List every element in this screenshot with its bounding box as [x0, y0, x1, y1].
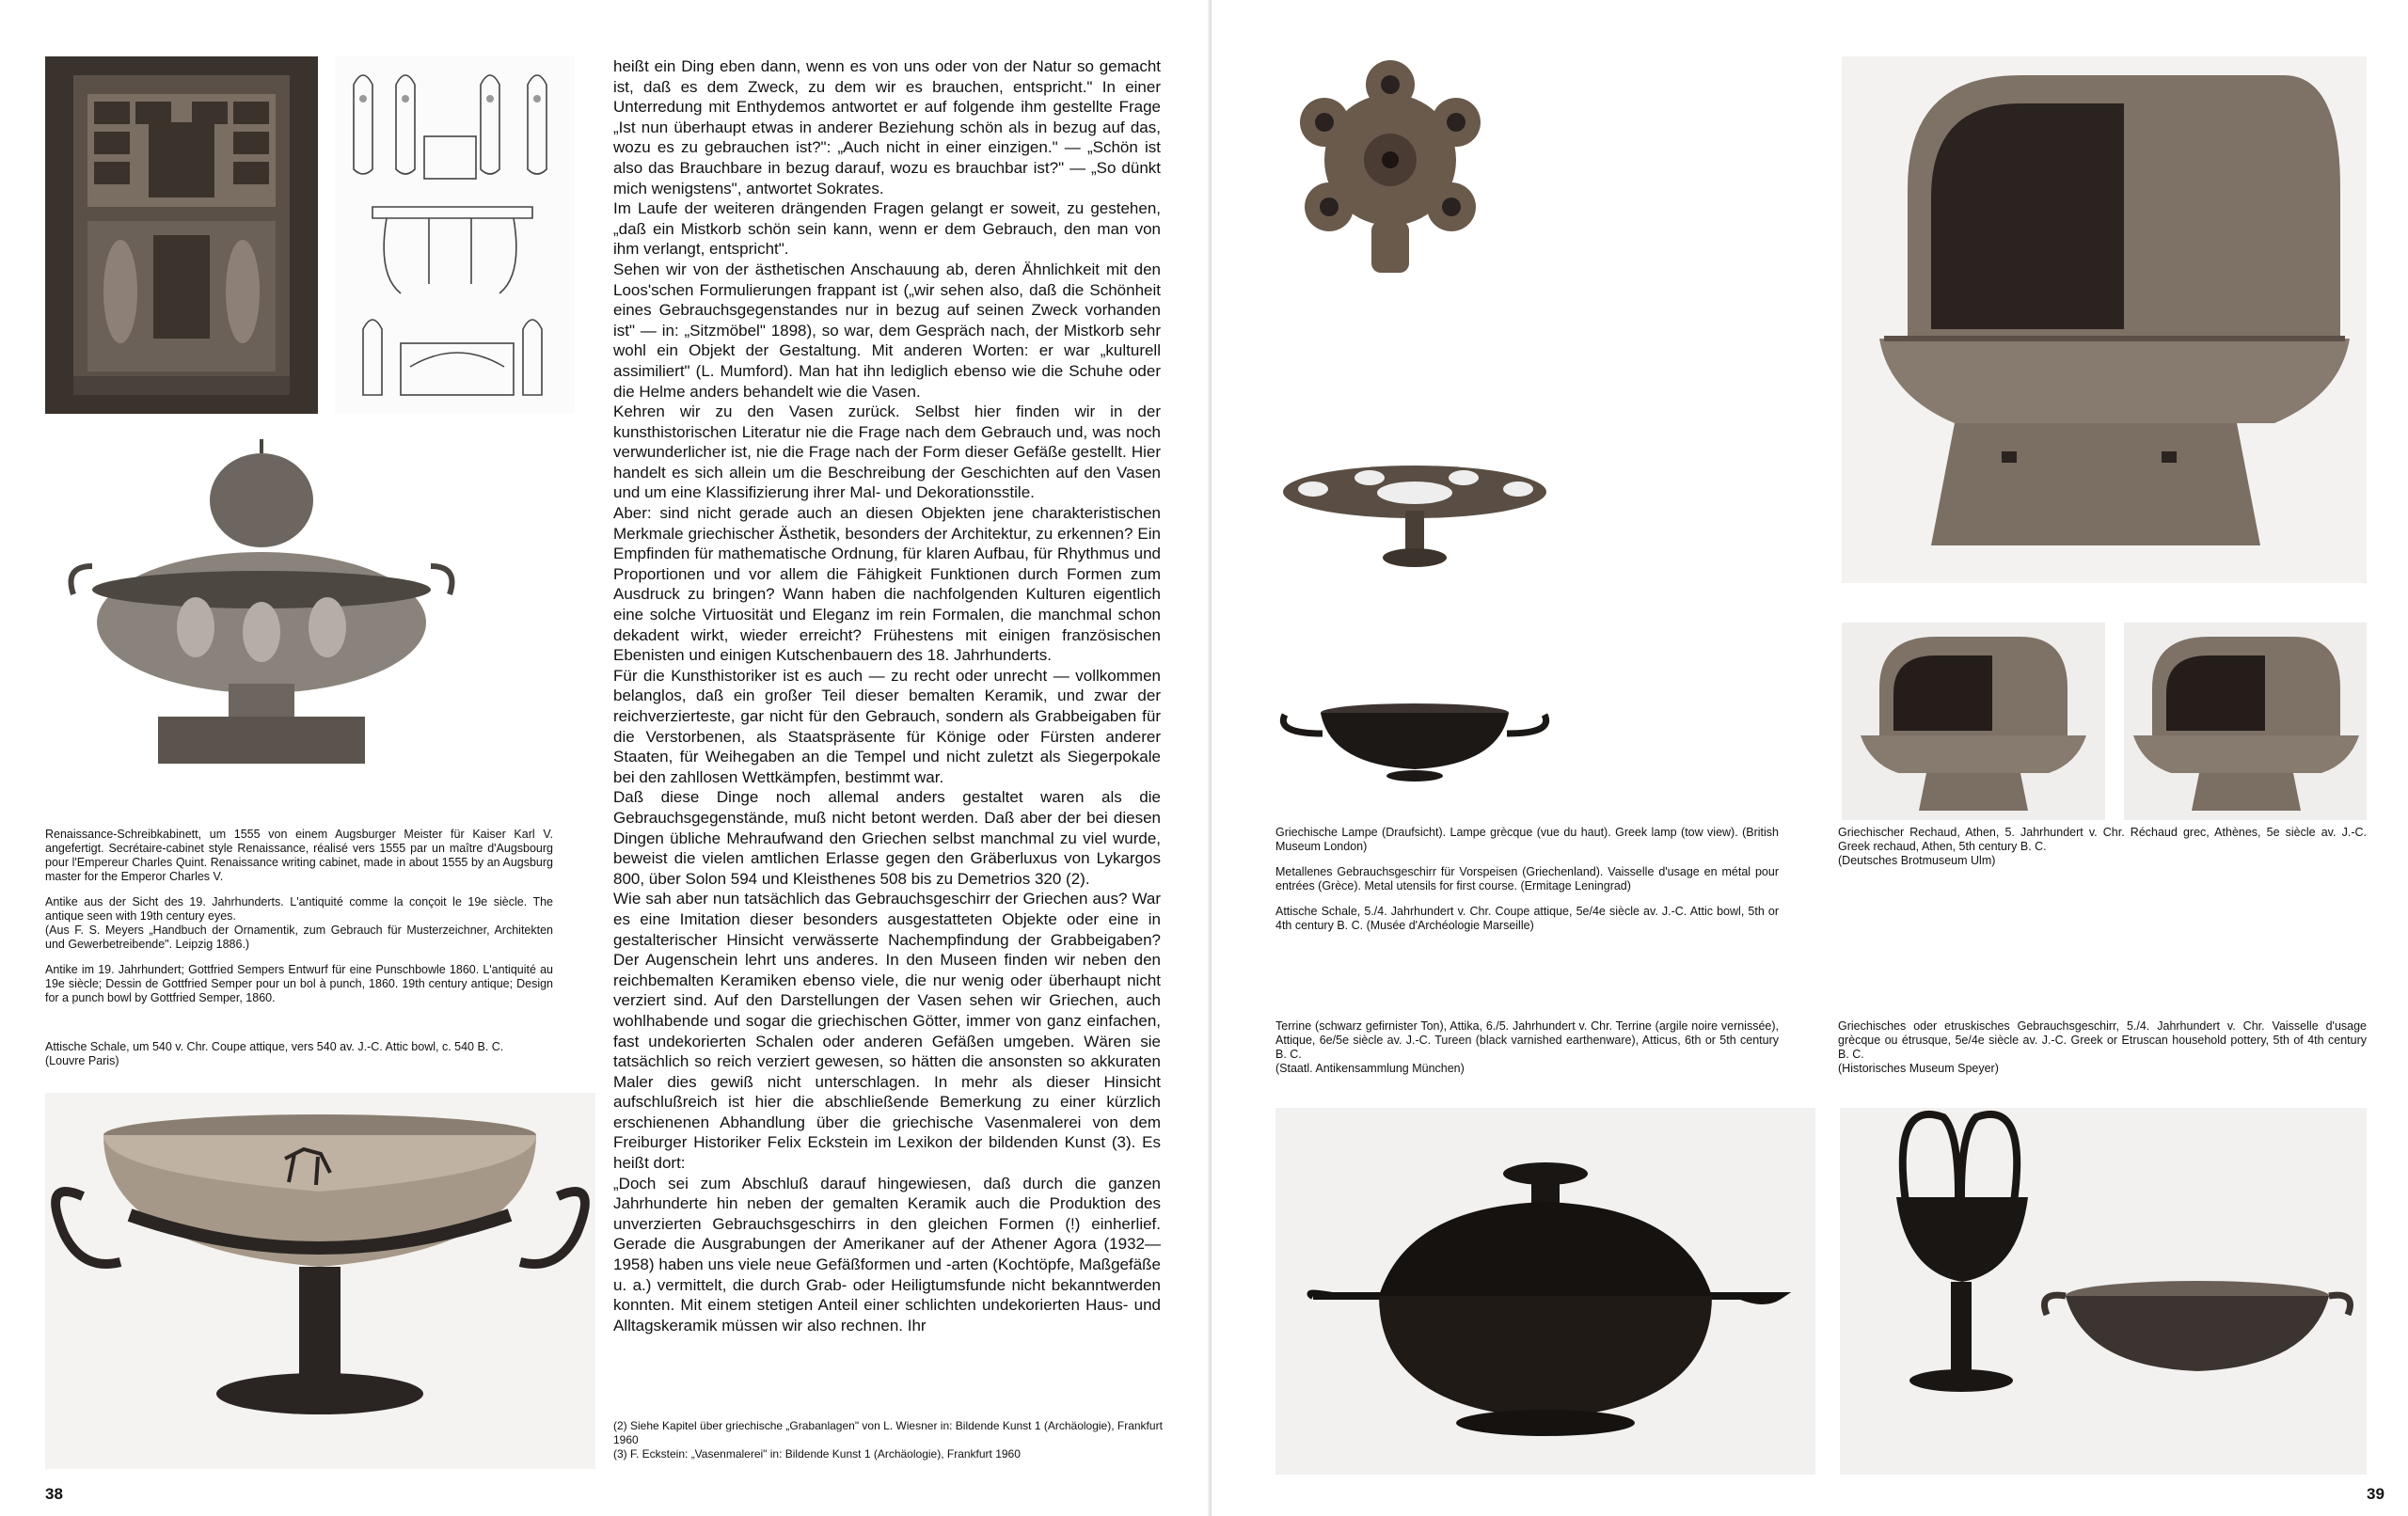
- rechaud-captions: [1838, 826, 2367, 868]
- main-article-text: [613, 56, 1161, 1335]
- footnote-3: (3) F. Eckstein: „Vasenmalerei" in: Bildende Kunst 1 (Archäologie), Frankfurt 1960: [613, 1447, 1021, 1461]
- body-paragraph: Für die Kunsthistoriker ist es auch — zu recht oder unrecht — vollkommen belanglos, daß ein großer Teil dieser bemalten Keramik, und zwar der reichverzierteste, gar nicht für den Gebrauch, sondern als Grabbeigaben für die Verstorbenen, als Staatspräsente für Könige oder Fürsten anderer Staaten, für Weihegaben an die Tempel und nicht zuletzt als Siegerpokale bei den zahllosen Wettkämpfen, bestimmt war.: [613, 666, 1161, 786]
- greek-lamp-photo: [1277, 56, 1503, 292]
- caption-semper: Antike im 19. Jahrhundert; Gottfried Sempers Entwurf für eine Punschbowle 1860. L'antiquité au 19e siècle; Dessin de Gottfried Semper pour un bol à punch, 1860. 19th century antique; Design for a punch bowl by Gottfried Semper, 1860.: [45, 963, 553, 1004]
- page-number-left: 38: [45, 1485, 63, 1503]
- body-paragraph: Im Laufe der weiteren drängenden Fragen gelangt er soweit, zu gestehen, „daß ein Mistkorb schön sein kann, wenn er dem Gebrauch, den man von ihm verlangt, entspricht".: [613, 199, 1161, 259]
- attic-bowl-photo: [45, 1093, 595, 1469]
- terrine-captions: [1275, 1019, 1779, 1076]
- greek-rechaud-small-photo-2: [2124, 623, 2367, 820]
- body-paragraph: Kehren wir zu den Vasen zurück. Selbst hier finden wir in der kunsthistorischen Literatur nie die Frage nach dem Gebrauch und, was noch verwunderlicher ist, nie die Frage nach der Form dieser Gefäße gestellt. Hier handelt es sich allein um die Beschreibung der Geschichten auf den Vasen und um eine Klassifizierung ihrer Mal- und Dekorationsstile.: [613, 403, 1161, 502]
- caption-louvre: (Louvre Paris): [45, 1054, 119, 1067]
- cabinet-captions: [45, 828, 553, 1005]
- attic-bowl-small-photo: [1275, 677, 1554, 809]
- greek-rechaud-large-photo: [1842, 56, 2367, 583]
- caption-rechaud: Griechischer Rechaud, Athen, 5. Jahrhundert v. Chr. Réchaud grec, Athènes, 5e siècle av. J.-C. Greek rechaud, Athen, 5th century B. C.: [1838, 826, 2367, 853]
- antique-ornament-drawing: [335, 56, 575, 414]
- metal-utensil-photo: [1275, 421, 1554, 609]
- caption-household-pottery: Griechisches oder etruskisches Gebrauchsgeschirr, 5./4. Jahrhundert v. Chr. Vaisselle d'usage grècque ou étrusque, 5e/4e siècle av. J.-C. Greek or Etruscan household pottery, 5th of 4th century B. C.: [1838, 1019, 2367, 1061]
- body-paragraph: Sehen wir von der ästhetischen Anschauung ab, deren Ähnlichkeit mit den Loos'schen Formulierungen frappant ist („wir sehen also, daß die Schönheit eines Gebrauchsgegenstandes nur in bezug auf seinen Zweck vorhanden ist" — in: „Sitzmöbel" 1898), so war, dem Gespräch nach, der Mistkorb sehr wohl ein Objekt der Gestaltung. Mit anderen Worten: er war „kulturell assimiliert" (L. Mumford). Man hat ihn lediglich ebenso wie die Schuhe oder die Helme anders behandelt wie die Vasen.: [613, 260, 1161, 401]
- caption-metal-utensils: Metallenes Gebrauchsgeschirr für Vorspeisen (Griechenland). Vaisselle d'usage en métal pour entrées (Grèce). Metal utensils for first course. (Ermitage Leningrad): [1275, 865, 1779, 892]
- caption-historisches-museum: (Historisches Museum Speyer): [1838, 1062, 1999, 1075]
- caption-terrine: Terrine (schwarz gefirnister Ton), Attika, 6./5. Jahrhundert v. Chr. Terrine (argile noire vernissée), Attique, 6e/5e siècle av. J.-C. Tureen (black varnished earthenware), Atticus, 6th or 5th century B. C.: [1275, 1019, 1779, 1061]
- right-page: [1212, 0, 2408, 1516]
- body-paragraph: heißt ein Ding eben dann, wenn es von uns oder von der Natur so gemacht ist, daß es dem Zweck, zu dem wir es brauchen, entspricht." In einer Unterredung mit Enthydemos antwortet er auf folgende ihm gestellte Frage „Ist nun überhaupt etwas in anderer Beziehung schön als in bezug auf das, wozu es zu gebrauchen ist?": „Auch nicht in einer einzigen." — „Schön ist also das Brauchbare in bezug darauf, wozu es brauchbar ist?" — „So dünkt mich wenigstens", antwortet Sokrates.: [613, 57, 1161, 197]
- greek-rechaud-small-photo-1: [1842, 623, 2105, 820]
- caption-antikensammlung: (Staatl. Antikensammlung München): [1275, 1062, 1465, 1075]
- caption-greek-lamp: Griechische Lampe (Draufsicht). Lampe grècque (vue du haut). Greek lamp (tow view). (British Museum London): [1275, 826, 1779, 853]
- caption-brotmuseum: (Deutsches Brotmuseum Ulm): [1838, 854, 1996, 867]
- attic-bowl-caption: [45, 1040, 572, 1068]
- semper-punch-bowl-engraving: [45, 434, 506, 781]
- caption-antique-19th: Antike aus der Sicht des 19. Jahrhunderts. L'antiquité comme la conçoit le 19e siècle. The antique seen with 19th century eyes.: [45, 895, 553, 923]
- caption-meyers-source: (Aus F. S. Meyers „Handbuch der Ornamentik, zum Gebrauch für Musterzeichner, Architekten und Gewerbetreibende". Leipzig 1886.): [45, 924, 553, 951]
- caption-cabinet: Renaissance-Schreibkabinett, um 1555 von einem Augsburger Meister für Kaiser Karl V. angefertigt. Secrétaire-cabinet style Renaissance, réalisé vers 1555 par un maître d'Augsbourg pour l'Empereur Charles Quint. Renaissance writing cabinet, made in about 1555 by an Augsburg master for the Emperor Charles V.: [45, 828, 553, 883]
- page-number-right: 39: [2367, 1485, 2384, 1503]
- tureen-photo: [1275, 1108, 1815, 1475]
- caption-attic-bowl: Attische Schale, um 540 v. Chr. Coupe attique, vers 540 av. J.-C. Attic bowl, c. 540 B. C.: [45, 1040, 504, 1053]
- renaissance-cabinet-photo: [45, 56, 318, 414]
- footnotes: [613, 1419, 1178, 1461]
- caption-attic-bowl-5th: Attische Schale, 5./4. Jahrhundert v. Chr. Coupe attique, 5e/4e siècle av. J.-C. Attic bowl, 5th or 4th century B. C. (Musée d'Archéologie Marseille): [1275, 905, 1779, 932]
- household-pottery-photo: [1840, 1108, 2367, 1475]
- lamp-captions: [1275, 826, 1779, 933]
- household-captions: [1838, 1019, 2367, 1076]
- body-paragraph: Wie sah aber nun tatsächlich das Gebrauchsgeschirr der Griechen aus? War es eine Imitation dieser besonders ausgestatteten Objekte oder eine in gestalterischer Hinsicht verwässerte Nachempfindung der Grabbeigaben? Der Augenschein lehrt uns anderes. In den Museen finden wir neben den reichbemalten Keramiken ebenso viele, die nur wenig oder überhaupt nicht verziert sind. Auf den Darstellungen der Vasen sehen wir Griechen, auch wohlhabende und sogar die griechischen Götter, immer von ganz einfachen, fast undekorierten Schalen oder anderen Gefäßen umgeben. Wären sie tatsächlich so reich verziert gewesen, so hätten die ansonsten so akkuraten Maler dies gewiß nicht unterschlagen. In mehr als dieser Hinsicht aufschlußreich ist hier die abschließende Bemerkung zu einer kürzlich erschienenen Abhandlung über die griechische Vasenmalerei von dem Freiburger Historiker Felix Eckstein im Lexikon der bildenden Kunst (3). Es heißt dort:: [613, 890, 1161, 1173]
- body-paragraph: Aber: sind nicht gerade auch an diesen Objekten jene charakteristischen Merkmale griechischer Ästhetik, besonders der Architektur, zu erkennen? Ein Empfinden für mathematische Ordnung, für klaren Aufbau, für Rhythmus und Proportionen und vor allem die Fähigkeit Funktionen durch Formen zum Ausdruck zu bringen? Wann haben die nachfolgenden Kulturen eigentlich eine solche Virtuosität und Eleganz im rein Formalen, die manchmal schon dekadent wirkt, wieder erreicht? Frühestens mit einigen französischen Ebenisten und einigen Kutschenbauern des 18. Jahrhunderts.: [613, 504, 1161, 665]
- body-paragraph: Daß diese Dinge noch allemal anders gestaltet waren als die Gebrauchsgegenstände, muß nicht betont werden. Daß aber der bei diesen Dingen übliche Mehraufwand den Griechen selbst manchmal zu viel wurde, beweist die vielen amtlichen Erlasse gegen den Gräberluxus von Lykargos 800, über Solon 594 und Kleisthenes 508 bis zu Demetrios 320 (2).: [613, 788, 1161, 888]
- body-paragraph: „Doch sei zum Abschluß darauf hingewiesen, daß durch die ganzen Jahrhunderte hin neben der gemalten Keramik auch die Produktion des unverzierten Gebrauchsgeschirrs in den gleichen Formen (!) einherlief. Gerade die Ausgrabungen der Amerikaner auf der Athener Agora (1932—1958) haben uns viele neue Gefäßformen und -arten (Kochtöpfe, Maßgefäße u. a.) vermittelt, die durch Grab- oder Heiligtumsfunde nicht bekanntwerden konnten. Mit einem stetigen Anteil einer schlichten undekorierten Haus- und Alltagskeramik müssen wir also rechnen. Ihr: [613, 1174, 1161, 1334]
- footnote-2: (2) Siehe Kapitel über griechische „Grabanlagen" von L. Wiesner in: Bildende Kunst 1 (Archäologie), Frankfurt 1960: [613, 1419, 1163, 1446]
